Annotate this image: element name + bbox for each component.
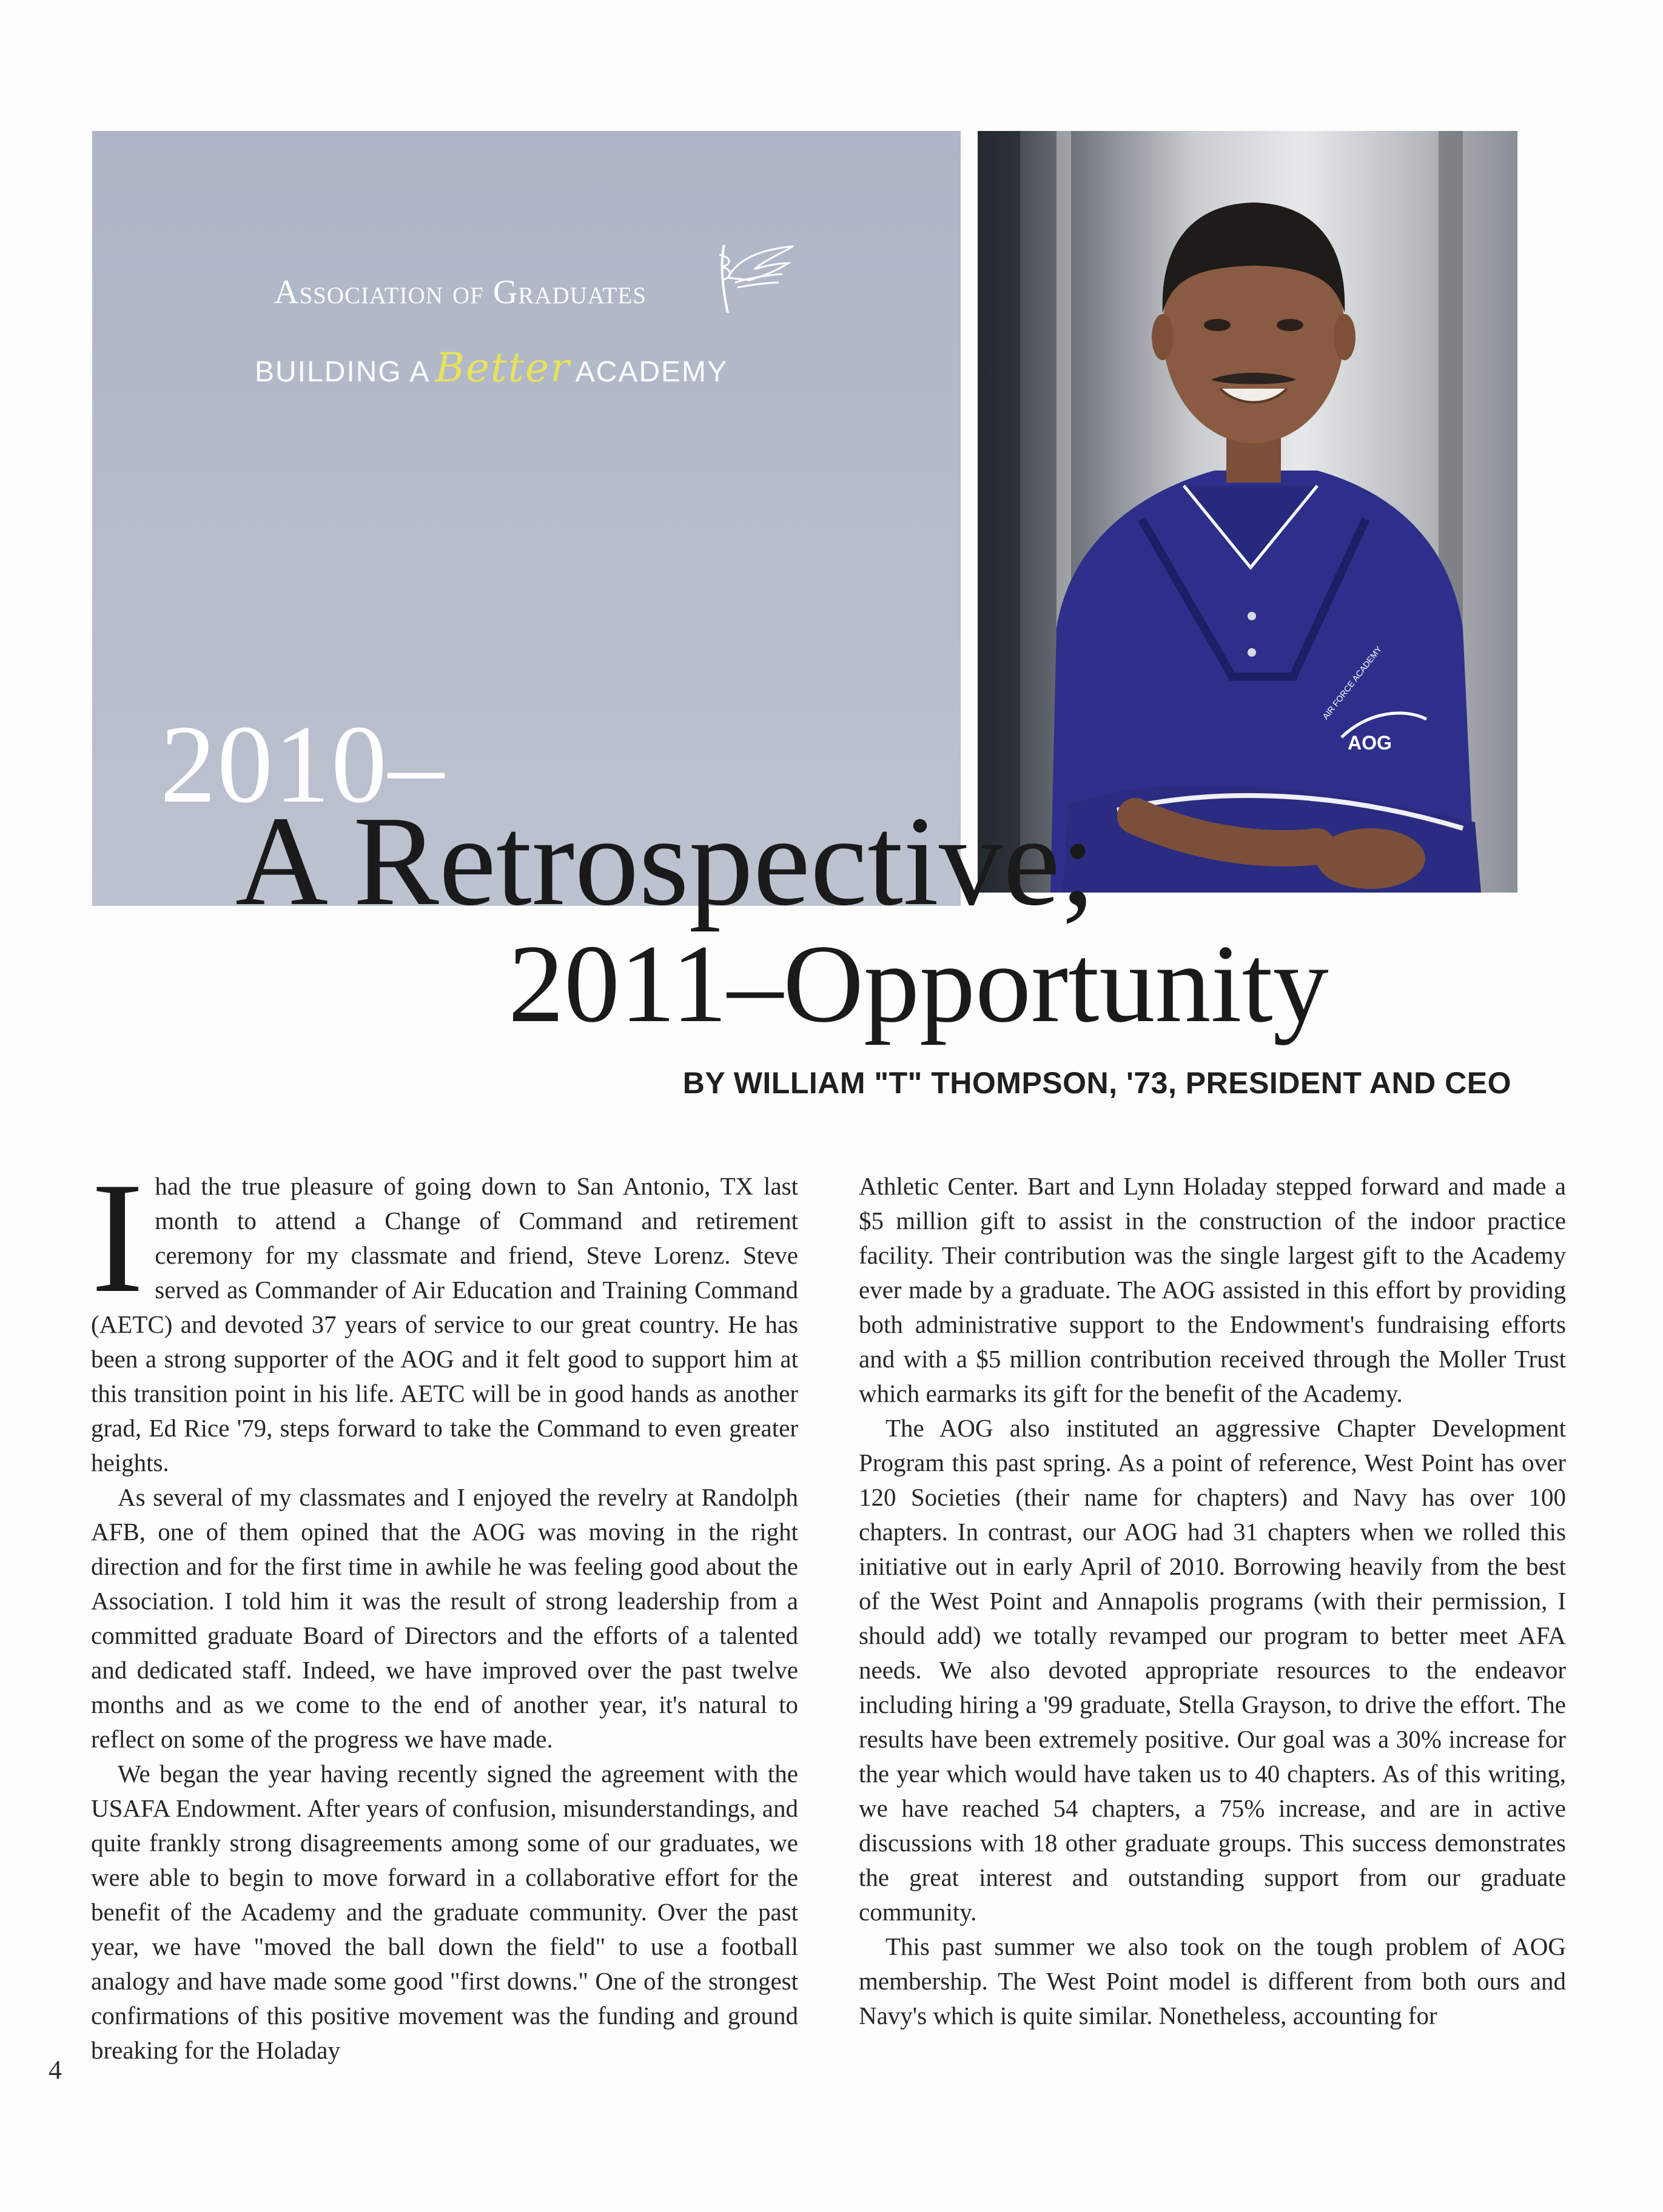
shirt-arc-text: AIR FORCE ACADEMY <box>1320 644 1384 722</box>
org-name: Association of Graduates <box>274 273 647 311</box>
tagline <box>255 344 728 391</box>
tagline-suffix: ACADEMY <box>575 356 728 388</box>
article-paragraph: This past summer we also took on the tough problem of AOG membership. The West Point model is different from both ours and Navy's which is quite similar. Nonetheless, accounting for <box>859 1932 1566 2029</box>
article-paragraph <box>91 1150 798 1480</box>
article-column-left <box>91 1150 798 2068</box>
title-year-2010: 2010– <box>160 702 445 826</box>
aog-wings-icon <box>704 243 795 315</box>
title-retrospective: A Retrospective; <box>235 789 1096 932</box>
president-photo <box>978 131 1517 893</box>
article-column-right <box>859 1169 1566 2033</box>
byline: BY WILLIAM "T" THOMPSON, '73, PRESIDENT AND CEO <box>682 1066 1511 1100</box>
paragraph-text: had the true pleasure of going down to San Antonio, TX last month to attend a Change of Command and retirement ceremony for my classmate and friend, Steve Lorenz. Steve served as Commander of Air Education and Training Command (AETC) and devoted 37 years of service to our great country. He has been a strong supporter of the AOG and it felt good to support him at this transition point in his life. AETC will be in good hands as another grad, Ed Rice '79, steps forward to take the Command to even greater heights. <box>91 1172 798 1476</box>
page-number: 4 <box>49 2055 62 2085</box>
article-paragraph: The AOG also instituted an aggressive Chapter Development Program this past spring. As a point of reference, West Point has over 120 Societies (their name for chapters) and Navy has over 100 chapters. In contrast, our AOG had 31 chapters when we rolled this initiative out in early April of 2010. Borrowing heavily from the best of the West Point and Annapolis programs (with their permission, I should add) we totally revamped our program to better meet AFA needs. We also devoted appropriate resources to the endeavor including hiring a '99 graduate, Stella Grayson, to drive the effort. The results have been extremely positive. Our goal was a 30% increase for the year which would have taken us to 40 chapters. As of this writing, we have reached 54 chapters, a 75% increase, and are in active discussions with 18 other graduate groups. This success demonstrates the great interest and outstanding support from our graduate community. <box>859 1414 1566 1926</box>
president-photo-illustration <box>978 131 1517 893</box>
shirt-aog-text: AOG <box>1348 732 1392 754</box>
tagline-prefix: BUILDING A <box>255 356 431 388</box>
article-paragraph: As several of my classmates and I enjoyed the revelry at Randolph AFB, one of them opined that the AOG was moving in the right direction and for the first time in awhile he was feeling good about the Association. I told him it was the result of strong leadership from a committed graduate Board of Directors and the efforts of a talented and dedicated staff. Indeed, we have improved over the past twelve months and as we come to the end of another year, it's natural to reflect on some of the progress we have made. <box>91 1483 798 1753</box>
title-opportunity: 2011–Opportunity <box>508 922 1329 1045</box>
tagline-better: Better <box>435 344 571 391</box>
aog-logo <box>255 273 820 406</box>
article-paragraph: Athletic Center. Bart and Lynn Holaday stepped forward and made a $5 million gift to assist in the construction of the indoor practice facility. Their contribution was the single largest gift to the Academy ever made by a graduate. The AOG assisted in this effort by providing both administrative support to the Endowment's fundraising efforts and with a $5 million contribution received through the Moller Trust which earmarks its gift for the benefit of the Academy. <box>859 1172 1566 1407</box>
article-paragraph: We began the year having recently signed the agreement with the USAFA Endowment. After years of confusion, misunderstandings, and quite frankly strong disagreements among some of our graduates, we were able to begin to move forward in a collaborative effort for the benefit of the Academy and the graduate community. Over the past year, we have "moved the ball down the field" to use a football analogy and have made some good "first downs." One of the strongest confirmations of this positive movement was the funding and ground breaking for the Holaday <box>91 1760 798 2064</box>
drop-cap: I <box>91 1150 144 1326</box>
